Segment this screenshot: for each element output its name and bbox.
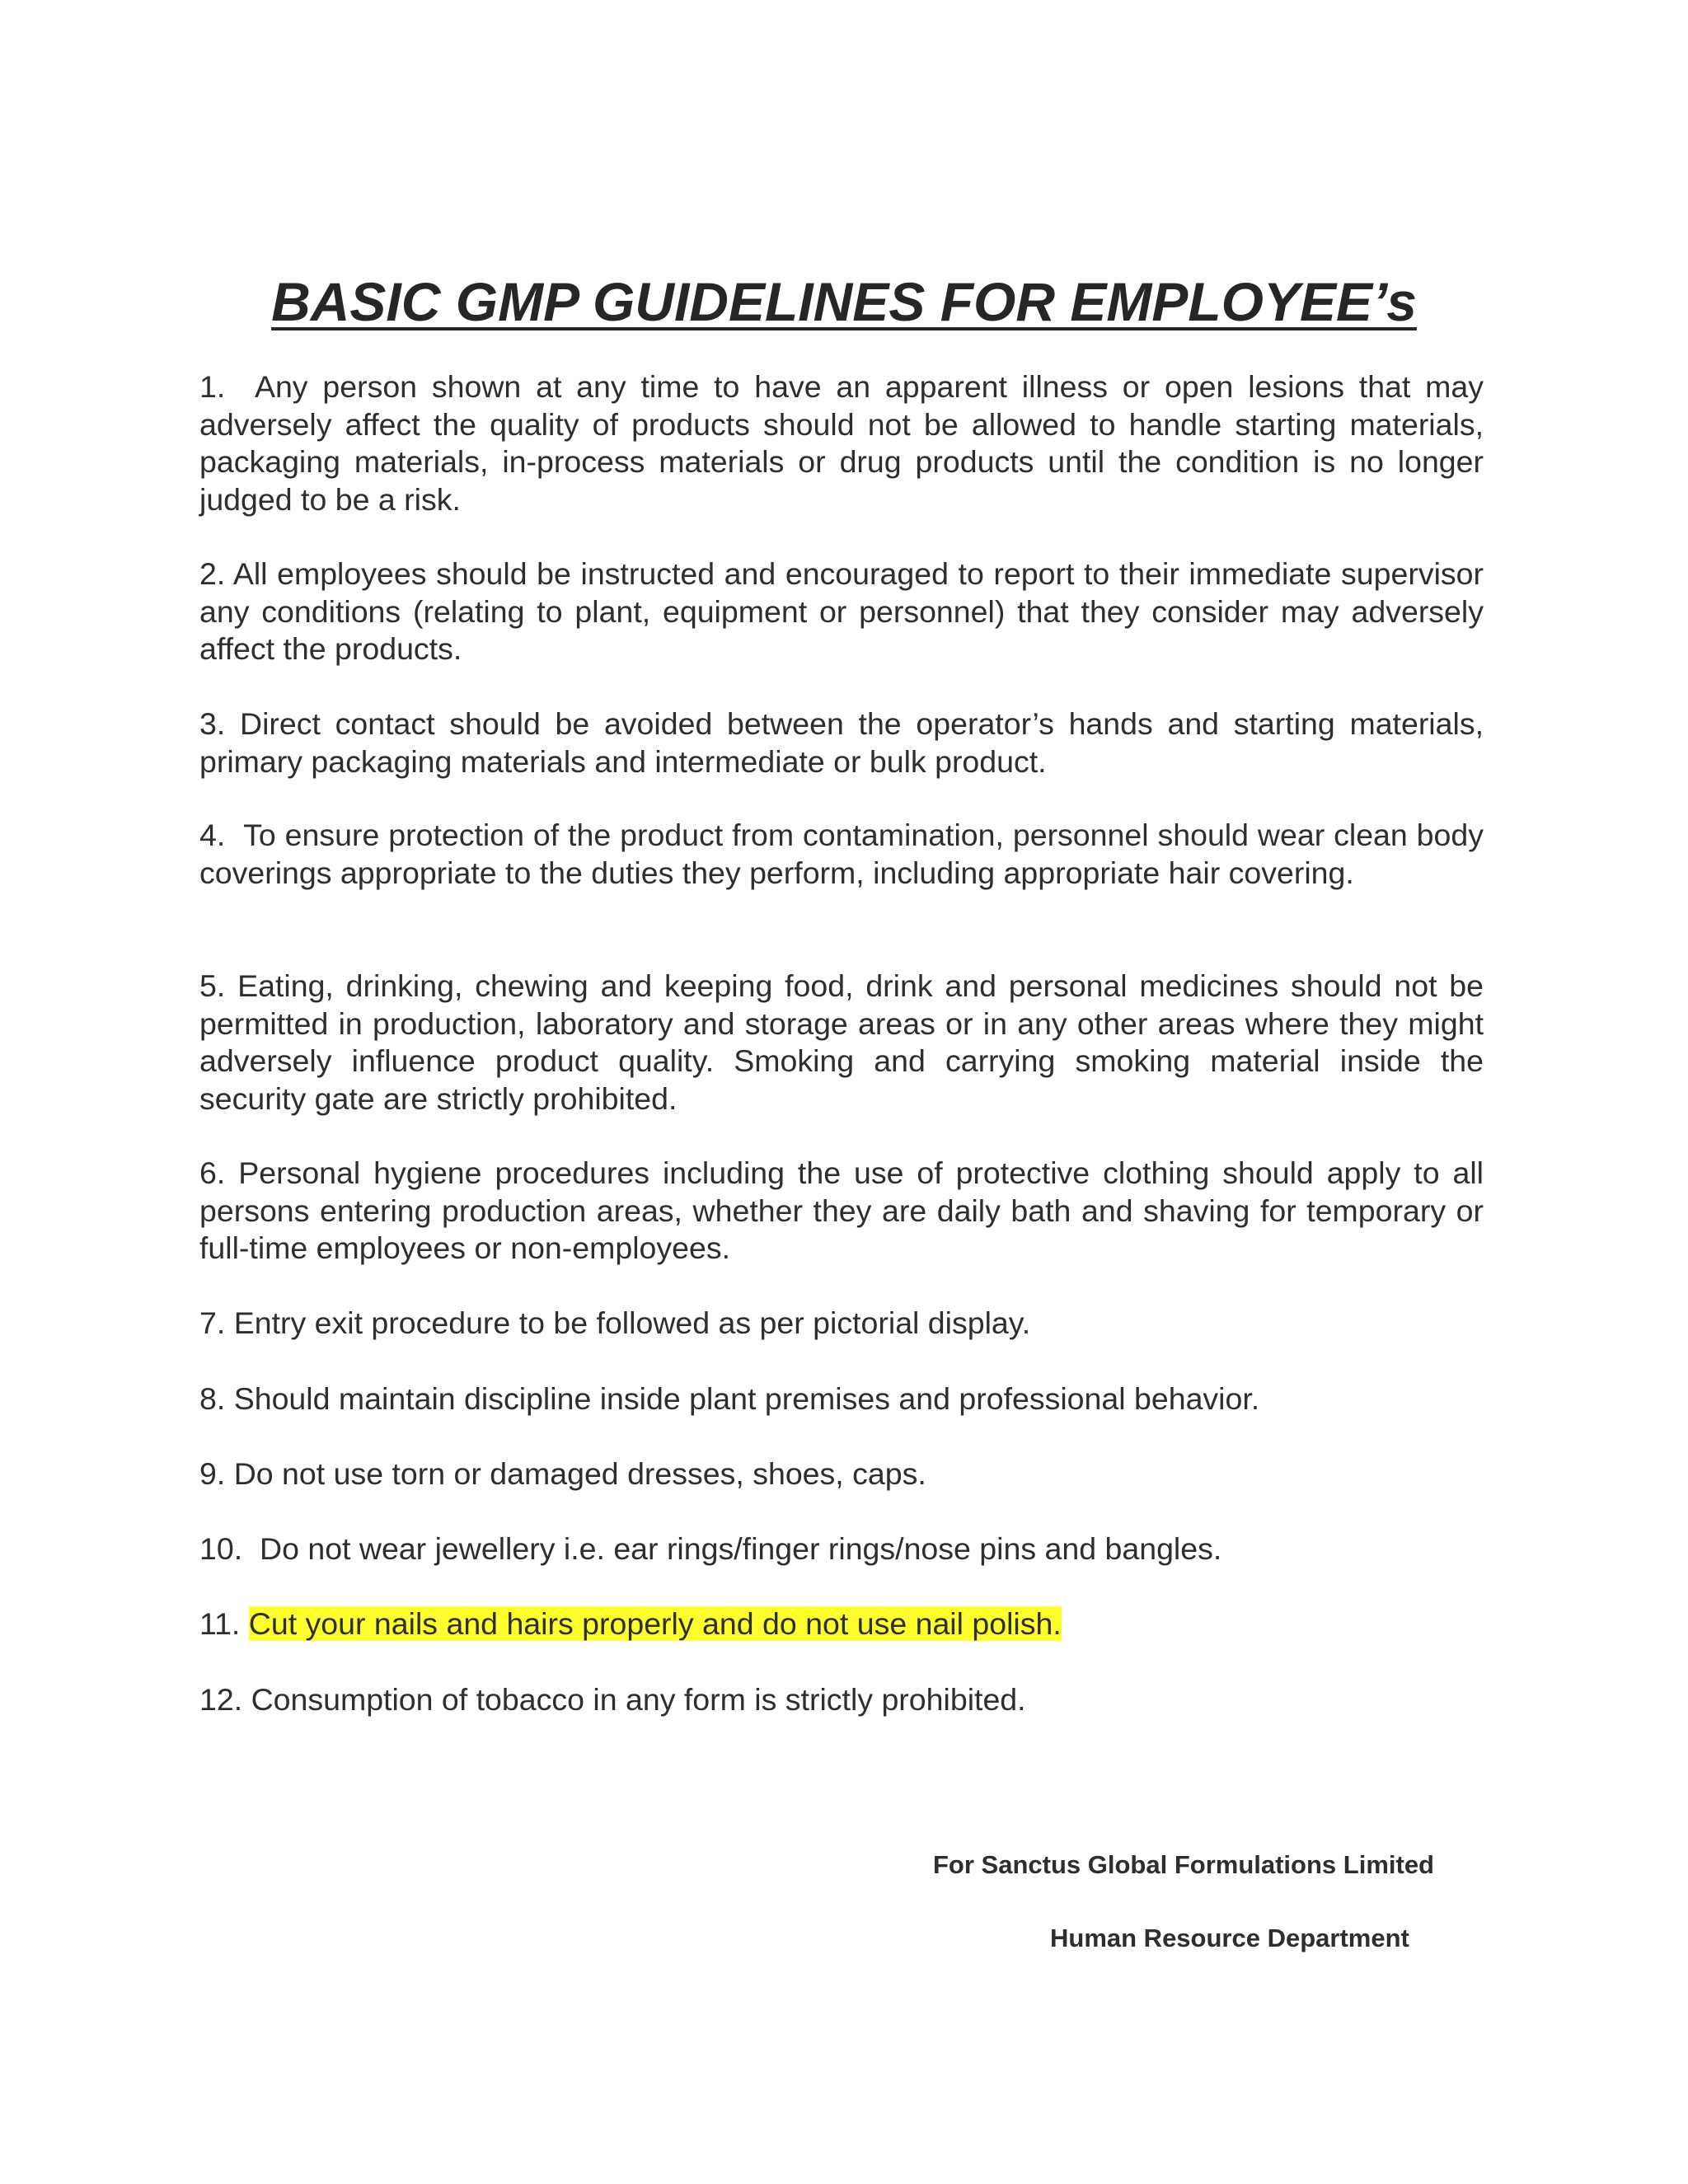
item-number: 1. (199, 369, 226, 404)
item-number: 6. (199, 1155, 226, 1190)
item-text: To ensure protection of the product from contamination, personnel should wear clean body coverings appropriate to the duties they perform, including appropriate hair covering. (199, 818, 1484, 890)
guideline-item-11 (199, 1605, 1484, 1643)
item-text: Any person shown at any time to have an apparent illness or open lesions that may adversely affect the quality of products should not be allowed to handle starting materials, packaging materials, in-process materials or drug products until the condition is no longer judged to be a risk. (199, 369, 1484, 517)
item-number: 8. (199, 1381, 226, 1416)
item-text: Do not use torn or damaged dresses, shoes, caps. (233, 1456, 926, 1491)
guideline-item-3 (199, 705, 1484, 780)
page-title: BASIC GMP GUIDELINES FOR EMPLOYEE’s (271, 271, 1417, 332)
guideline-item-5 (199, 968, 1484, 1118)
guideline-item-1 (199, 368, 1484, 518)
signature-company: For Sanctus Global Formulations Limited (933, 1850, 1434, 1879)
guideline-item-12 (199, 1681, 1484, 1719)
item-text: Entry exit procedure to be followed as per pictorial display. (233, 1305, 1031, 1340)
item-text: Do not wear jewellery i.e. ear rings/finger rings/nose pins and bangles. (259, 1531, 1222, 1566)
item-text: Personal hygiene procedures including the use of protective clothing should apply to all persons entering production areas, whether they are daily bath and shaving for temporary or full-time employees or non-employees. (199, 1155, 1484, 1265)
item-number: 12. (199, 1682, 243, 1717)
item-number: 7. (199, 1305, 226, 1340)
item-number: 4. (199, 818, 226, 852)
item-number: 10. (199, 1531, 243, 1566)
item-number: 3. (199, 706, 226, 741)
guideline-item-9 (199, 1455, 1484, 1493)
item-number: 5. (199, 968, 226, 1003)
item-number: 11. (199, 1606, 241, 1641)
guideline-item-4 (199, 817, 1484, 892)
guideline-item-10 (199, 1530, 1484, 1568)
item-text: Eating, drinking, chewing and keeping food, drink and personal medicines should not be permitted in production, laboratory and storage areas or in any other areas where they might adversely influence product quality. Smoking and carrying smoking material inside the security gate are strictly prohibited. (199, 968, 1484, 1116)
guideline-item-7 (199, 1305, 1484, 1343)
guideline-item-2 (199, 555, 1484, 668)
signature-department: Human Resource Department (1050, 1924, 1409, 1952)
item-text: All employees should be instructed and encouraged to report to their immediate supervisor any conditions (relating to plant, equipment or personnel) that they consider may adversely affect the products. (199, 556, 1484, 666)
item-number: 9. (199, 1456, 226, 1491)
guideline-item-8 (199, 1380, 1484, 1418)
highlighted-text: Cut your nails and hairs properly and do not use nail polish. (248, 1606, 1062, 1641)
guideline-item-6 (199, 1155, 1484, 1268)
item-text: Direct contact should be avoided between the operator’s hands and starting materials, primary packaging materials and intermediate or bulk product. (199, 706, 1484, 779)
item-text: Consumption of tobacco in any form is strictly prohibited. (251, 1682, 1026, 1717)
item-text: Should maintain discipline inside plant premises and professional behavior. (233, 1381, 1260, 1416)
item-number: 2. (199, 556, 226, 591)
